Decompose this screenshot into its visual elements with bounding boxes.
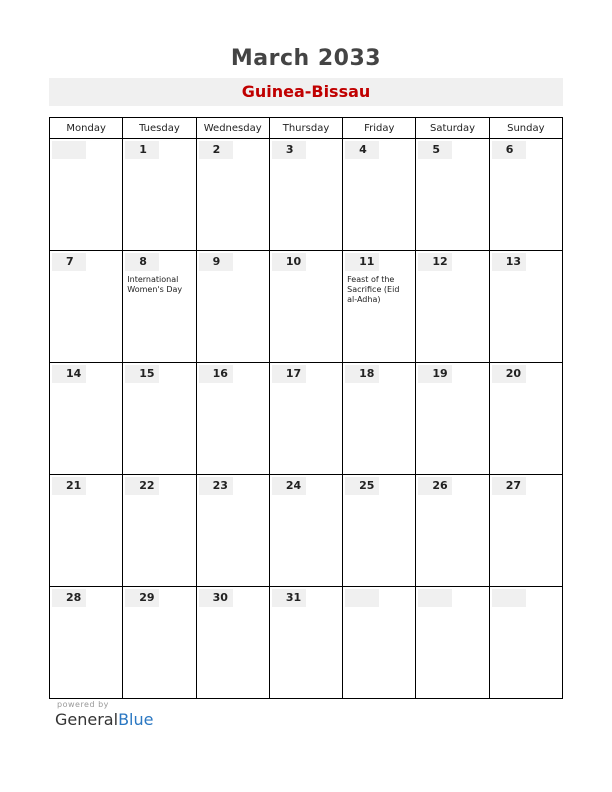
day-number	[492, 589, 526, 607]
day-number: 8	[125, 253, 159, 271]
day-cell	[269, 251, 342, 363]
day-number: 10	[272, 253, 306, 271]
holiday-label: International Women's Day	[127, 275, 183, 294]
day-number: 1	[125, 141, 159, 159]
day-cell	[416, 475, 489, 587]
day-number: 23	[199, 477, 233, 495]
day-cell	[50, 363, 123, 475]
day-number: 9	[199, 253, 233, 271]
day-number: 20	[492, 365, 526, 383]
week-row	[50, 363, 563, 475]
day-cell	[50, 587, 123, 699]
weekday-header-row	[50, 118, 563, 139]
day-cell	[343, 139, 416, 251]
weekday-tuesday: Tuesday	[123, 118, 196, 139]
day-number: 25	[345, 477, 379, 495]
day-cell	[489, 587, 562, 699]
day-cell	[123, 587, 196, 699]
day-cell	[489, 251, 562, 363]
day-number: 6	[492, 141, 526, 159]
weekday-thursday: Thursday	[269, 118, 342, 139]
day-cell	[269, 363, 342, 475]
day-cell	[196, 363, 269, 475]
day-cell	[416, 363, 489, 475]
footer	[55, 700, 153, 729]
weekday-friday: Friday	[343, 118, 416, 139]
day-number	[52, 141, 86, 159]
day-number: 29	[125, 589, 159, 607]
day-number: 12	[418, 253, 452, 271]
day-cell	[123, 475, 196, 587]
day-number: 27	[492, 477, 526, 495]
day-cell	[196, 587, 269, 699]
day-cell	[123, 363, 196, 475]
day-number: 18	[345, 365, 379, 383]
day-cell	[489, 475, 562, 587]
calendar-title: March 2033	[230, 46, 382, 71]
day-cell	[269, 587, 342, 699]
day-cell	[50, 475, 123, 587]
day-cell	[123, 251, 196, 363]
day-number: 3	[272, 141, 306, 159]
week-row	[50, 587, 563, 699]
day-cell	[343, 587, 416, 699]
day-number: 7	[52, 253, 86, 271]
week-row	[50, 251, 563, 363]
day-cell	[269, 475, 342, 587]
day-number: 14	[52, 365, 86, 383]
day-number	[418, 589, 452, 607]
week-row	[50, 139, 563, 251]
weekday-wednesday: Wednesday	[196, 118, 269, 139]
powered-by-text: powered by	[57, 700, 109, 709]
day-number: 21	[52, 477, 86, 495]
brand-general: General	[55, 710, 119, 729]
day-number: 19	[418, 365, 452, 383]
holiday-label: Feast of the Sacrifice (Eid al-Adha)	[347, 275, 400, 304]
day-number: 13	[492, 253, 526, 271]
day-cell	[196, 139, 269, 251]
brand-blue: Blue	[118, 710, 154, 729]
generalblue-logo[interactable]	[55, 710, 153, 729]
day-cell	[343, 251, 416, 363]
day-number: 31	[272, 589, 306, 607]
day-number: 16	[199, 365, 233, 383]
day-cell	[489, 363, 562, 475]
day-cell	[343, 363, 416, 475]
day-cell	[50, 139, 123, 251]
day-number: 17	[272, 365, 306, 383]
day-number: 2	[199, 141, 233, 159]
calendar-grid	[49, 117, 563, 699]
country-name: Guinea-Bissau	[241, 82, 371, 101]
day-cell	[196, 475, 269, 587]
day-number: 30	[199, 589, 233, 607]
day-number: 26	[418, 477, 452, 495]
day-cell	[50, 251, 123, 363]
week-row	[50, 475, 563, 587]
weekday-monday: Monday	[50, 118, 123, 139]
day-cell	[416, 251, 489, 363]
day-cell	[416, 587, 489, 699]
day-number: 4	[345, 141, 379, 159]
day-number	[345, 589, 379, 607]
day-cell	[269, 139, 342, 251]
day-cell	[343, 475, 416, 587]
day-number: 22	[125, 477, 159, 495]
day-cell	[123, 139, 196, 251]
day-number: 5	[418, 141, 452, 159]
day-number: 15	[125, 365, 159, 383]
weekday-sunday: Sunday	[489, 118, 562, 139]
day-number: 28	[52, 589, 86, 607]
weekday-saturday: Saturday	[416, 118, 489, 139]
day-number: 24	[272, 477, 306, 495]
day-cell	[196, 251, 269, 363]
day-number: 11	[345, 253, 379, 271]
country-bar	[49, 78, 563, 106]
day-cell	[416, 139, 489, 251]
day-cell	[489, 139, 562, 251]
